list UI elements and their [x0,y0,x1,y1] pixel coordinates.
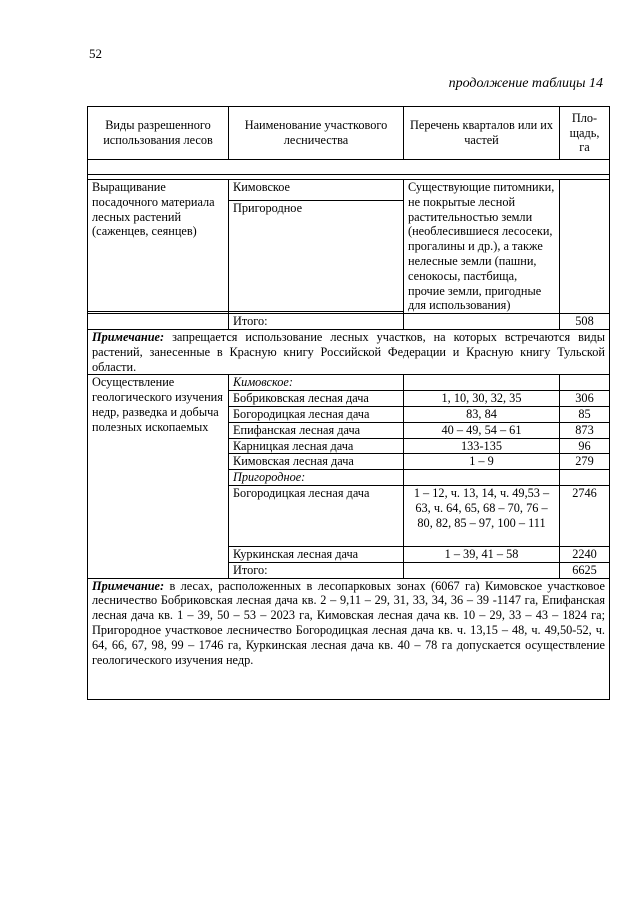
spacer-row [88,160,610,175]
forestry-group-label: Пригородное: [229,470,404,486]
quarter-list: 40 – 49, 54 – 61 [404,422,560,438]
page-number: 52 [89,46,102,61]
area-value: 85 [560,406,610,422]
empty-cell [404,562,560,578]
quarter-list: 133-135 [404,438,560,454]
table-row [88,180,610,201]
empty-cell [560,470,610,486]
total-value: 6625 [560,562,610,578]
area-value: 2746 [560,485,610,546]
forest-dacha-name: Епифанская лесная дача [229,422,404,438]
total-row [88,314,610,330]
empty-cell [88,314,229,330]
area-value: 279 [560,454,610,470]
note-cell [88,578,610,699]
total-label: Итого: [229,314,404,330]
header-use-types: Виды разрешенного использования лесов [88,107,229,160]
total-label: Итого: [229,562,404,578]
forest-dacha-name: Богородицкая лесная дача [229,406,404,422]
total-value: 508 [560,314,610,330]
empty-cell [404,470,560,486]
note-row [88,329,610,374]
note-cell [88,329,610,374]
table-continuation-caption: продолжение таблицы 14 [448,76,603,91]
description-cell: Существующие питомники, не покрытые лесной растительностью земли (необлесившиеся лесосеки, прогалины и др.), а также нелесные земли (пашни, сенокосы, пастбища, прочие земли, пригодные для использования) [404,180,560,314]
header-forestry-name: Наименование участкового лесничества [229,107,404,160]
area-value: 96 [560,438,610,454]
note-row [88,578,610,699]
empty-cell [560,375,610,391]
quarter-list: 83, 84 [404,406,560,422]
quarter-list: 1 – 12, ч. 13, 14, ч. 49,53 – 63, ч. 64, 65, 68 – 70, 76 – 80, 82, 85 – 97, 100 – 111 [404,485,560,546]
area-value: 2240 [560,546,610,562]
area-cell [560,180,610,314]
quarter-list: 1, 10, 30, 32, 35 [404,391,560,407]
table-row [88,375,610,391]
note-label: Примечание: [92,329,165,344]
note-label: Примечание: [92,578,165,593]
forest-dacha-name: Карницкая лесная дача [229,438,404,454]
quarter-list: 1 – 39, 41 – 58 [404,546,560,562]
empty-cell [404,375,560,391]
header-area: Пло-щадь, га [560,107,610,160]
forest-dacha-name: Кимовская лесная дача [229,454,404,470]
note-text: запрещается использование лесных участков, на которых встречаются виды растений, занесенные в Красную книгу Российской Федерации и Красную книгу Тульской области. [92,329,605,374]
empty-cell [404,314,560,330]
forestry-name-cell: Кимовское [229,180,404,201]
note-text: в лесах, расположенных в лесопарковых зонах (6067 га) Кимовское участковое лесничество Бобриковская лесная дача кв. 2 – 9,11 – 29, 31, 33, 34, 36 – 39 -1147 га, Епифанская лесная дача кв. 1 – 39, 50 – 53 – 2023 га, Кимовская лесная дача кв. 10 – 29, 33 – 43 – 1824 га; Пригородное участковое лесничество Богородицкая лесная дача кв. ч. 13,15 – 48, ч. 49,50-52, ч. 64, 66, 67, 98, 99 – 1746 га, Куркинская лесная дача кв. 40 – 78 га допускается осуществление геологического изучения недр. [92,578,605,667]
quarter-list: 1 – 9 [404,454,560,470]
area-value: 873 [560,422,610,438]
area-value: 306 [560,391,610,407]
header-quarter-list: Перечень кварталов или их частей [404,107,560,160]
forestry-group-label: Кимовское: [229,375,404,391]
forest-dacha-name: Богородицкая лесная дача [229,485,404,546]
forest-use-table [87,106,610,700]
forest-dacha-name: Бобриковская лесная дача [229,391,404,407]
activity-cell: Выращивание посадочного материала лесных растений (саженцев, сеянцев) [88,180,229,312]
activity-cell: Осуществление геологического изучения недр, разведка и добыча полезных ископаемых [88,375,229,578]
forestry-name-cell: Пригородное [229,201,404,312]
forest-dacha-name: Куркинская лесная дача [229,546,404,562]
table-header-row [88,107,610,160]
